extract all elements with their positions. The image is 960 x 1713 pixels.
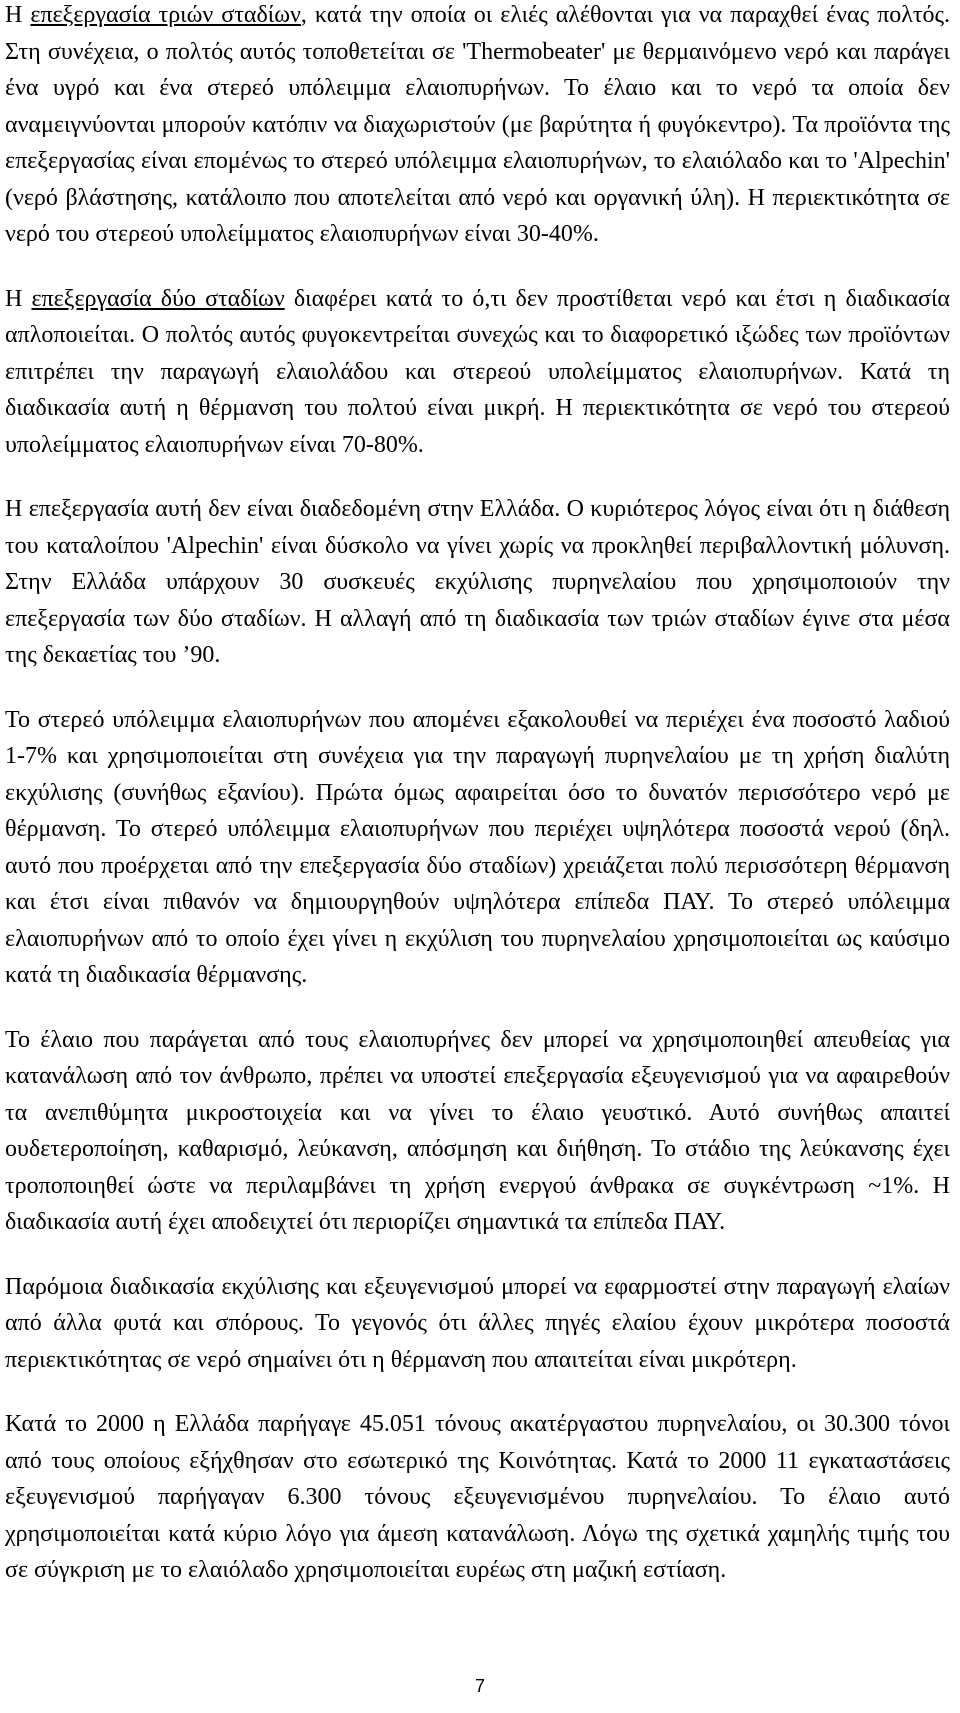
page-number: 7 [474, 1676, 485, 1696]
paragraph-production-2000: Κατά το 2000 η Ελλάδα παρήγαγε 45.051 τόνους ακατέργαστου πυρηνελαίου, οι 30.300 τόνοι από τους οποίους εξήχθησαν στο εσωτερικό της Κοινότητας. Κατά το 2000 11 εγκαταστάσεις εξευγενισμού παρήγαγαν 6.300 τόνους εξευγενισμένου πυρηνελαίου. Το έλαιο αυτό χρησιμοποιείται κατά κύριο λόγο για άμεση κατανάλωση. Λόγω της σχετικά χαμηλής τιμής του σε σύγκριση με το ελαιόλαδο χρησιμοποιείται ευρέως στη μαζική εστίαση. [5, 1411, 950, 1583]
paragraph-two-stage-process [5, 281, 950, 464]
paragraph-text: Η [5, 2, 31, 28]
paragraph-refining: Το έλαιο που παράγεται από τους ελαιοπυρήνες δεν μπορεί να χρησιμοποιηθεί απευθείας για κατανάλωση από τον άνθρωπο, πρέπει να υποστεί επεξεργασία εξευγενισμού για να αφαιρεθούν τα ανεπιθύμητα μικροστοιχεία και να γίνει το έλαιο γευστικό. Αυτό συνήθως απαιτεί ουδετεροποίηση, καθαρισμό, λεύκανση, απόσμηση και διήθηση. Το στάδιο της λεύκανσης έχει τροποποιηθεί ώστε να περιλαμβάνει τη χρήση ενεργού άνθρακα σε συγκέντρωση ~1%. Η διαδικασία αυτή έχει αποδειχτεί ότι περιορίζει σημαντικά τα επίπεδα ΠΑΥ. [5, 1026, 950, 1235]
paragraph-greece-adoption: Η επεξεργασία αυτή δεν είναι διαδεδομένη στην Ελλάδα. Ο κυριότερος λόγος είναι ότι η διάθεση του καταλοίπου 'Alpechin' είναι δύσκολο να γίνει χωρίς να προκληθεί περιβαλλοντική μόλυνση. Στην Ελλάδα υπάρχουν 30 συσκευές εκχύλισης πυρηνελαίου που χρησιμοποιούν την επεξεργασία των δύο σταδίων. Η αλλαγή από τη διαδικασία των τριών σταδίων έγινε στα μέσα της δεκαετίας του ’90. [5, 496, 950, 668]
paragraph-solid-residue: Το στερεό υπόλειμμα ελαιοπυρήνων που απομένει εξακολουθεί να περιέχει ένα ποσοστό λαδιού 1-7% και χρησιμοποιείται στη συνέχεια για την παραγωγή πυρηνελαίου με τη χρήση διαλύτη εκχύλισης (συνήθως εξανίου). Πρώτα όμως αφαιρείται όσο το δυνατόν περισσότερο νερό με θέρμανση. Το στερεό υπόλειμμα ελαιοπυρήνων που περιέχει υψηλότερα ποσοστά νερού (δηλ. αυτό που προέρχεται από την επεξεργασία δύο σταδίων) χρειάζεται πολύ περισσότερη θέρμανση και έτσι είναι πιθανόν να δημιουργηθούν υψηλότερα επίπεδα ΠΑΥ. Το στερεό υπόλειμμα ελαιοπυρήνων από το οποίο έχει γίνει η εκχύλιση του πυρηνελαίου χρησιμοποιείται ως καύσιμο κατά τη διαδικασία θέρμανσης. [5, 706, 950, 988]
paragraph-other-oils: Παρόμοια διαδικασία εκχύλισης και εξευγενισμού μπορεί να εφαρμοστεί στην παραγωγή ελαίων από άλλα φυτά και σπόρους. Το γεγονός ότι άλλες πηγές ελαίου έχουν μικρότερα ποσοστά περιεκτικότητας σε νερό σημαίνει ότι η θέρμανση που απαιτείται είναι μικρότερη. [5, 1273, 950, 1373]
paragraph-three-stage-process [5, 0, 950, 253]
document-body [5, 0, 950, 1617]
paragraph-text: διαφέρει κατά το ό,τι δεν προστίθεται νερό και έτσι η διαδικασία απλοποιείται. Ο πολτός αυτός φυγοκεντρείται συνεχώς και το διαφορετικό ιξώδες των προϊόντων επιτρέπει την παραγωγή ελαιολάδου και στερεού υπολείμματος ελαιοπυρήνων. Κατά τη διαδικασία αυτή η θέρμανση του πολτού είναι μικρή. Η περιεκτικότητα σε νερό του στερεού υπολείμματος ελαιοπυρήνων είναι 70-80%. [5, 285, 951, 458]
paragraph-text: , κατά την οποία οι ελιές αλέθονται για να παραχθεί ένας πολτός. Στη συνέχεια, ο πολτός αυτός τοποθετείται σε 'Thermobeater' με θερμαινόμενο νερό και παράγει ένα υγρό και ένα στερεό υπόλειμμα ελαιοπυρήνων. Το έλαιο και το νερό τα οποία δεν αναμειγνύονται μπορούν κατόπιν να διαχωριστούν (με βαρύτητα ή φυγόκεντρο). Τα προϊόντα της επεξεργασίας είναι επομένως το στερεό υπόλειμμα ελαιοπυρήνων, το ελαιόλαδο και το 'Alpechin' (νερό βλάστησης, κατάλοιπο που αποτελείται από νερό και οργανική ύλη). Η περιεκτικότητα σε νερό του στερεού υπολείμματος ελαιοπυρήνων είναι 30-40%. [5, 2, 950, 247]
two-stage-process-link[interactable]: επεξεργασία δύο σταδίων [31, 285, 285, 312]
paragraph-text: Η [5, 285, 32, 312]
three-stage-process-link[interactable]: επεξεργασία τριών σταδίων [30, 2, 301, 28]
